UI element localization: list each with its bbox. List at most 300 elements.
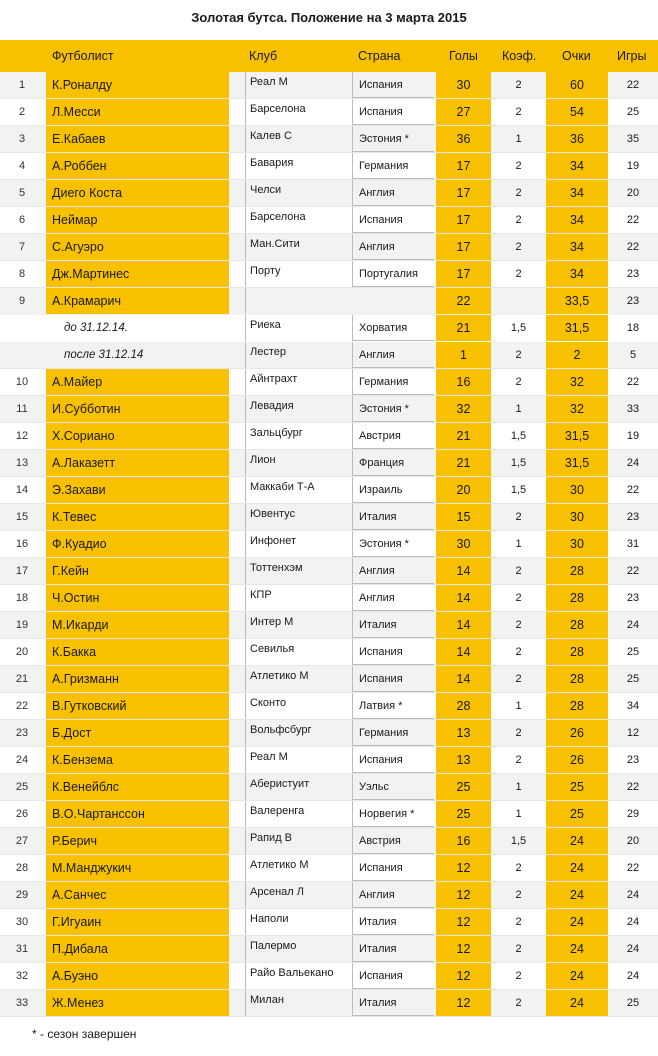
goals-cell: 13 [436,747,491,773]
country-cell: Эстония * [352,396,434,422]
club-cell: Севилья [245,639,340,665]
rank-cell: 4 [18,160,26,172]
coef-cell: 1 [515,808,522,820]
goals-cell: 17 [436,153,491,179]
games-cell: 25 [626,673,640,685]
goals-cell: 21 [436,450,491,476]
table-row [0,990,658,1017]
points-cell: 30 [546,477,608,503]
points-cell: 60 [546,72,608,98]
table-row [0,801,658,828]
club-cell: Зальцбург [245,423,340,449]
player-cell: Х.Сориано [46,423,229,449]
club-cell: Вольфсбург [245,720,340,746]
table-row [0,747,658,774]
games-cell: 20 [626,187,640,199]
country-cell: Уэльс [352,774,434,800]
country-cell: Испания [352,963,434,989]
club-cell: Атлетико М [245,855,340,881]
player-cell: А.Буэно [46,963,229,989]
country-cell: Эстония * [352,126,434,152]
table-row [0,585,658,612]
rank-cell: 17 [15,565,29,577]
header-country: Страна [358,49,401,63]
coef-cell: 2 [515,997,522,1009]
coef-cell: 2 [515,376,522,388]
country-cell: Англия [352,234,434,260]
player-cell: Диего Коста [46,180,229,206]
table-row [0,666,658,693]
coef-cell: 2 [515,970,522,982]
coef-cell: 2 [515,592,522,604]
player-cell: Л.Месси [46,99,229,125]
rank-cell: 14 [15,484,29,496]
player-cell: В.Гутковский [46,693,229,719]
player-cell: А.Санчес [46,882,229,908]
games-cell: 22 [626,376,640,388]
country-cell: Австрия [352,423,434,449]
country-cell: Англия [352,882,434,908]
games-cell: 23 [626,754,640,766]
club-cell: Валеренга [245,801,340,827]
points-cell: 30 [546,504,608,530]
country-cell: Германия [352,369,434,395]
coef-cell: 2 [515,349,522,361]
coef-cell: 1 [515,700,522,712]
club-cell: Левадия [245,396,340,422]
player-cell: К.Бакка [46,639,229,665]
table-row [0,909,658,936]
country-cell: Англия [352,558,434,584]
goals-cell: 21 [436,423,491,449]
games-cell: 22 [626,79,640,91]
games-cell: 25 [626,646,640,658]
coef-cell: 1 [515,133,522,145]
goals-cell: 21 [436,315,491,341]
coef-cell: 2 [515,943,522,955]
header-points: Очки [562,49,591,63]
points-cell: 32 [546,369,608,395]
points-cell: 25 [546,801,608,827]
games-cell: 25 [626,997,640,1009]
player-cell: Ф.Куадио [46,531,229,557]
coef-cell: 2 [515,619,522,631]
games-cell: 23 [626,268,640,280]
goals-cell: 17 [436,207,491,233]
goals-cell: 16 [436,828,491,854]
games-cell: 25 [626,106,640,118]
rank-cell: 2 [18,106,26,118]
points-cell: 28 [546,693,608,719]
goals-cell: 12 [436,909,491,935]
points-cell: 28 [546,639,608,665]
country-cell: Португалия [352,261,434,287]
coef-cell: 2 [515,214,522,226]
club-cell: Челси [245,180,340,206]
goals-cell: 22 [436,288,491,314]
coef-cell: 2 [515,268,522,280]
table-row [0,261,658,288]
goals-cell: 25 [436,801,491,827]
goals-cell: 36 [436,126,491,152]
country-cell: Германия [352,153,434,179]
club-cell: Риека [245,315,340,341]
games-cell: 23 [626,511,640,523]
points-cell: 24 [546,936,608,962]
table-row [0,504,658,531]
points-cell: 24 [546,909,608,935]
club-cell: Наполи [245,909,340,935]
coef-cell: 1,5 [510,430,527,442]
table-row [0,558,658,585]
player-cell: С.Агуэро [46,234,229,260]
player-cell: К.Роналду [46,72,229,98]
coef-cell: 2 [515,646,522,658]
country-cell: Италия [352,612,434,638]
rank-cell: 1 [18,79,26,91]
club-cell: Маккаби Т-А [245,477,340,503]
goals-cell: 27 [436,99,491,125]
table-row [0,180,658,207]
rank-cell: 8 [18,268,26,280]
table-row [0,882,658,909]
table-row [0,126,658,153]
table-row [0,639,658,666]
rank-cell: 18 [15,592,29,604]
games-cell: 19 [626,430,640,442]
coef-cell: 2 [515,160,522,172]
points-cell: 28 [546,558,608,584]
goals-cell: 32 [436,396,491,422]
coef-cell: 2 [515,241,522,253]
country-cell: Испания [352,99,434,125]
goals-cell: 12 [436,936,491,962]
player-cell: Р.Берич [46,828,229,854]
coef-cell: 1,5 [510,484,527,496]
points-cell: 34 [546,234,608,260]
points-cell: 26 [546,747,608,773]
games-cell: 19 [626,160,640,172]
goals-cell: 30 [436,531,491,557]
coef-cell: 2 [515,106,522,118]
country-cell: Израиль [352,477,434,503]
games-cell: 18 [626,322,640,334]
games-cell: 34 [626,700,640,712]
goals-cell: 14 [436,612,491,638]
table-row [0,396,658,423]
club-cell [245,288,340,314]
games-cell: 33 [626,403,640,415]
table-row [0,72,658,99]
table-row [0,342,658,369]
player-cell: А.Роббен [46,153,229,179]
coef-cell: 2 [515,673,522,685]
table-row [0,477,658,504]
table-row [0,693,658,720]
points-cell: 31,5 [546,450,608,476]
player-cell: К.Венейблс [46,774,229,800]
club-cell: Реал М [245,72,340,98]
player-cell: Дж.Мартинес [46,261,229,287]
player-cell: Б.Дост [46,720,229,746]
rank-cell: 16 [15,538,29,550]
rank-cell: 33 [15,997,29,1009]
goals-cell: 12 [436,882,491,908]
goals-cell: 15 [436,504,491,530]
table-body [0,72,658,1017]
club-cell: Барселона [245,207,340,233]
club-cell: Сконто [245,693,340,719]
points-cell: 24 [546,882,608,908]
points-cell: 28 [546,666,608,692]
coef-cell: 2 [515,511,522,523]
goals-cell: 12 [436,990,491,1016]
coef-cell: 1,5 [510,322,527,334]
table-row [0,720,658,747]
player-cell: И.Субботин [46,396,229,422]
header-club: Клуб [249,49,278,63]
points-cell: 33,5 [546,288,608,314]
player-cell: Ж.Менез [46,990,229,1016]
points-cell: 25 [546,774,608,800]
goals-cell: 25 [436,774,491,800]
coef-cell: 1 [515,781,522,793]
rank-cell: 22 [15,700,29,712]
goals-cell: 14 [436,558,491,584]
player-cell: Э.Захави [46,477,229,503]
page-title: Золотая бутса. Положение на 3 марта 2015 [191,10,467,25]
points-cell: 54 [546,99,608,125]
goals-cell: 13 [436,720,491,746]
rank-cell [0,342,44,368]
table-row [0,963,658,990]
country-cell: Испания [352,639,434,665]
player-cell: А.Лаказетт [46,450,229,476]
points-cell: 24 [546,963,608,989]
coef-cell: 1,5 [510,835,527,847]
rank-cell: 20 [15,646,29,658]
goals-cell: 14 [436,639,491,665]
coef-cell: 2 [515,889,522,901]
player-cell: А.Крамарич [46,288,229,314]
player-cell: М.Манджукич [46,855,229,881]
country-cell: Италия [352,990,434,1016]
points-cell: 31,5 [546,423,608,449]
rank-cell: 15 [15,511,29,523]
points-cell: 28 [546,585,608,611]
goals-cell: 30 [436,72,491,98]
games-cell: 24 [626,457,640,469]
goals-cell: 20 [436,477,491,503]
club-cell: Инфонет [245,531,340,557]
club-cell: Райо Вальекано [245,963,340,989]
club-cell: Рапид В [245,828,340,854]
points-cell: 34 [546,153,608,179]
games-cell: 23 [626,295,640,307]
rank-cell: 31 [15,943,29,955]
games-cell: 24 [626,970,640,982]
table-row [0,369,658,396]
games-cell: 12 [626,727,640,739]
club-cell: Атлетико М [245,666,340,692]
rank-cell: 23 [15,727,29,739]
points-cell: 30 [546,531,608,557]
country-cell: Англия [352,585,434,611]
club-cell: Аберистуит [245,774,340,800]
points-cell: 34 [546,261,608,287]
header-coef: Коэф. [502,49,537,63]
country-cell: Латвия * [352,693,434,719]
rank-cell: 11 [16,403,28,415]
player-cell: К.Бензема [46,747,229,773]
rank-cell: 24 [15,754,29,766]
table-row [0,828,658,855]
coef-cell: 1,5 [510,457,527,469]
golden-boot-table [0,40,658,1017]
player-cell: Ч.Остин [46,585,229,611]
club-cell: Айнтрахт [245,369,340,395]
games-cell: 24 [626,889,640,901]
player-cell: В.О.Чартанссон [46,801,229,827]
country-cell: Испания [352,747,434,773]
points-cell: 24 [546,855,608,881]
goals-cell: 17 [436,261,491,287]
table-row [0,99,658,126]
table-row [0,450,658,477]
footnote: * - сезон завершен [32,1027,137,1041]
player-cell: К.Тевес [46,504,229,530]
games-cell: 23 [626,592,640,604]
points-cell: 24 [546,990,608,1016]
games-cell: 22 [626,214,640,226]
header-goals: Голы [449,49,478,63]
country-cell: Франция [352,450,434,476]
club-cell: КПР [245,585,340,611]
club-cell: Лестер [245,342,340,368]
points-cell: 2 [546,342,608,368]
games-cell: 29 [626,808,640,820]
goals-cell: 28 [436,693,491,719]
table-row [0,855,658,882]
country-cell: Норвегия * [352,801,434,827]
table-header [0,40,658,72]
games-cell: 20 [626,835,640,847]
table-row [0,936,658,963]
country-cell: Англия [352,342,434,368]
rank-cell: 28 [15,862,29,874]
club-cell: Порту [245,261,340,287]
coef-cell: 2 [515,862,522,874]
rank-cell: 6 [18,214,26,226]
points-cell: 34 [546,180,608,206]
coef-cell: 1 [515,403,522,415]
country-cell [352,288,434,314]
rank-cell [0,315,44,341]
coef-cell [491,288,546,314]
rank-cell: 9 [18,295,26,307]
coef-cell: 2 [515,79,522,91]
player-cell: П.Дибала [46,936,229,962]
table-row [0,315,658,342]
country-cell: Италия [352,504,434,530]
club-cell: Лион [245,450,340,476]
games-cell: 22 [626,241,640,253]
goals-cell: 1 [436,342,491,368]
player-cell: А.Майер [46,369,229,395]
club-cell: Милан [245,990,340,1016]
player-cell: Неймар [46,207,229,233]
rank-cell: 7 [18,241,26,253]
country-cell: Испания [352,855,434,881]
club-cell: Бавария [245,153,340,179]
games-cell: 31 [626,538,640,550]
coef-cell: 2 [515,916,522,928]
points-cell: 32 [546,396,608,422]
club-cell: Палермо [245,936,340,962]
country-cell: Испания [352,666,434,692]
coef-cell: 1 [515,538,522,550]
rank-cell: 21 [15,673,29,685]
table-row [0,207,658,234]
header-games: Игры [617,49,647,63]
coef-cell: 2 [515,754,522,766]
games-cell: 22 [626,565,640,577]
coef-cell: 2 [515,187,522,199]
player-cell: до 31.12.14. [46,315,229,341]
country-cell: Италия [352,936,434,962]
games-cell: 24 [626,943,640,955]
rank-cell: 3 [18,133,26,145]
player-cell: после 31.12.14 [46,342,229,368]
club-cell: Барселона [245,99,340,125]
coef-cell: 2 [515,727,522,739]
games-cell: 24 [626,916,640,928]
rank-cell: 25 [15,781,29,793]
goals-cell: 17 [436,180,491,206]
player-cell: Г.Игуаин [46,909,229,935]
player-cell: А.Гризманн [46,666,229,692]
points-cell: 36 [546,126,608,152]
table-row [0,423,658,450]
club-cell: Тоттенхэм [245,558,340,584]
club-cell: Калев С [245,126,340,152]
country-cell: Австрия [352,828,434,854]
rank-cell: 30 [15,916,29,928]
player-cell: Е.Кабаев [46,126,229,152]
rank-cell: 19 [15,619,29,631]
rank-cell: 27 [15,835,29,847]
country-cell: Испания [352,72,434,98]
goals-cell: 14 [436,666,491,692]
country-cell: Хорватия [352,315,434,341]
club-cell: Ювентус [245,504,340,530]
club-cell: Интер М [245,612,340,638]
goals-cell: 12 [436,855,491,881]
country-cell: Испания [352,207,434,233]
goals-cell: 12 [436,963,491,989]
goals-cell: 14 [436,585,491,611]
points-cell: 24 [546,828,608,854]
points-cell: 31,5 [546,315,608,341]
table-row [0,288,658,315]
games-cell: 35 [626,133,640,145]
table-row [0,531,658,558]
rank-cell: 29 [15,889,29,901]
games-cell: 22 [626,862,640,874]
goals-cell: 16 [436,369,491,395]
games-cell: 5 [629,349,637,361]
table-row [0,774,658,801]
